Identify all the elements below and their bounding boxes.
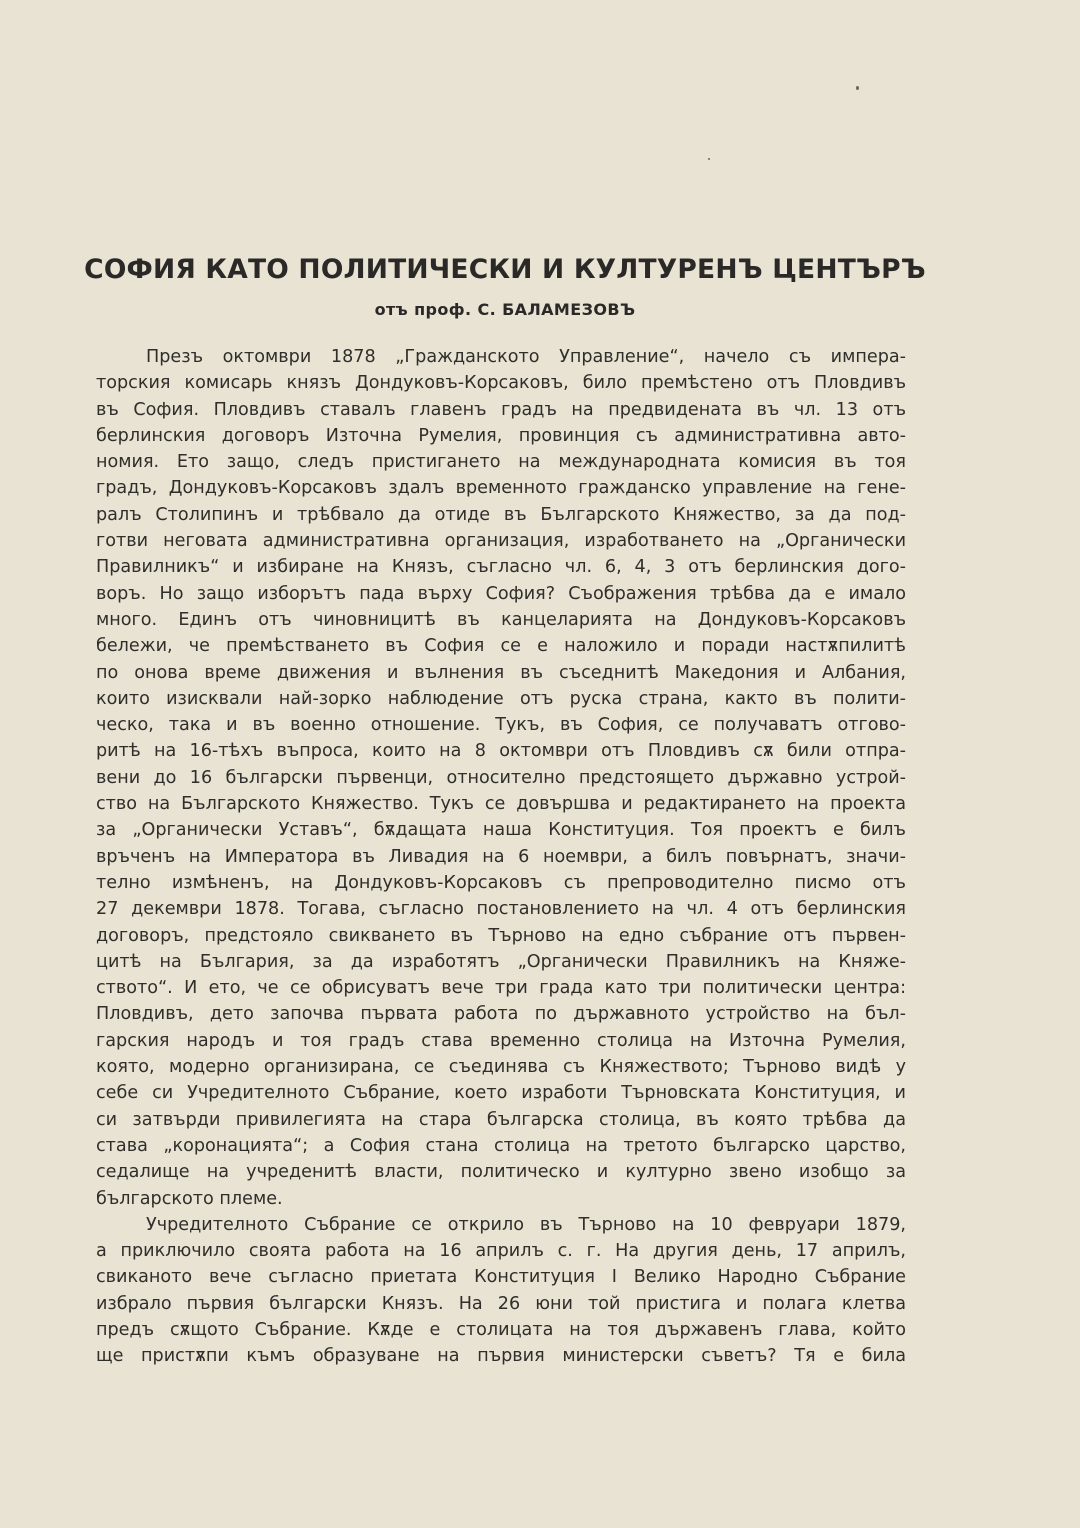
text-line: готви неговата административна организация, изработването на „Органически: [96, 531, 906, 552]
text-line: Правилникъ“ и избиране на Князъ, съгласно чл. 6, 4, 3 отъ берлинския дого-: [96, 557, 906, 578]
text-line: която, модерно организирана, се съединява съ Княжеството; Търново видѣ у: [96, 1057, 906, 1078]
text-line: по онова време движения и вълнения въ съседнитѣ Македония и Албания,: [96, 662, 906, 683]
text-line: Презъ октомври 1878 „Гражданското Управление“, начело съ импера-: [146, 347, 906, 367]
paragraph: [96, 344, 906, 1212]
text-line: вени до 16 български първенци, относително предстоящето държавно устрой-: [96, 767, 906, 788]
text-line: 27 декември 1878. Тогава, съгласно постановлението на чл. 4 отъ берлинския: [96, 899, 906, 920]
paper-speck: [856, 86, 859, 90]
text-line: българското племе.: [96, 1188, 283, 1209]
text-line: за „Органически Уставъ“, бѫдащата наша Конституция. Тоя проектъ е билъ: [96, 820, 906, 841]
text-line: гарския народъ и тоя градъ става временно столица на Източна Румелия,: [96, 1030, 906, 1051]
text-line: берлинския договоръ Източна Румелия, провинция съ административна авто-: [96, 425, 906, 446]
text-line: номия. Ето защо, следъ пристигането на международната комисия въ тоя: [96, 452, 906, 473]
text-line: Учредителното Събрание се открило въ Търново на 10 февруари 1879,: [146, 1214, 906, 1235]
text-line: връченъ на Императора въ Ливадия на 6 ноември, а билъ повърнатъ, значи-: [96, 846, 906, 867]
article-byline: отъ проф. С. БАЛАМЕЗОВЪ: [374, 300, 636, 319]
text-line: а приключило своята работа на 16 априлъ с. г. На другия день, 17 априлъ,: [96, 1241, 906, 1262]
text-line: избрало първия български Князъ. На 26 юни той пристига и полага клетва: [96, 1293, 906, 1314]
text-line: много. Единъ отъ чиновницитѣ въ канцеларията на Дондуковъ-Корсаковъ: [96, 609, 906, 630]
text-line: бележи, че премѣстването въ София се е наложило и поради настѫпилитѣ: [96, 636, 906, 657]
text-line: си затвърди привилегията на стара българска столица, въ която трѣбва да: [96, 1109, 906, 1130]
article-title: СОФИЯ КАТО ПОЛИТИЧЕСКИ И КУЛТУРЕНЪ ЦЕНТЪРЪ: [84, 254, 926, 285]
text-line: които изисквали най-зорко наблюдение отъ руска страна, както въ полити-: [96, 688, 906, 709]
paper-speck: [708, 158, 710, 160]
text-line: ритѣ на 16-тѣхъ въпроса, които на 8 октомври отъ Пловдивъ сѫ били отпра-: [96, 741, 906, 762]
text-line: ство на Българското Княжество. Тукъ се довършва и редактирането на проекта: [96, 794, 906, 815]
text-line: градъ, Дондуковъ-Корсаковъ здалъ временното гражданско управление на гене-: [96, 478, 906, 499]
text-line: ще пристѫпи къмъ образуване на първия министерски съветъ? Тя е била: [96, 1346, 906, 1367]
text-line: седалище на учреденитѣ власти, политическо и културно звено изобщо за: [96, 1162, 906, 1183]
text-line: цитѣ на България, за да изработятъ „Органически Правилникъ на Княже-: [96, 951, 906, 972]
text-line: Пловдивъ, дето започва първата работа по държавното устройство на бъл-: [96, 1004, 906, 1025]
text-line: договоръ, предстояло свикването въ Търново на едно събрание отъ първен-: [96, 925, 906, 946]
paragraph: [96, 1212, 906, 1370]
text-line: предъ сѫщото Събрание. Кѫде е столицата на тоя държавенъ глава, който: [96, 1319, 906, 1340]
text-line: свиканото вече съгласно приетата Конституция I Велико Народно Събрание: [96, 1267, 906, 1288]
text-line: себе си Учредителното Събрание, което изработи Търновската Конституция, и: [96, 1083, 906, 1104]
text-line: въ София. Пловдивъ ставалъ главенъ градъ на предвидената въ чл. 13 отъ: [96, 399, 906, 420]
text-line: ството“. И ето, че се обрисуватъ вече три града като три политически центра:: [96, 978, 906, 999]
text-line: воръ. Но защо изборътъ пада върху София? Съображения трѣбва да е имало: [96, 583, 906, 604]
text-line: телно измѣненъ, на Дондуковъ-Корсаковъ съ препроводително писмо отъ: [96, 872, 906, 893]
text-line: става „коронацията“; а София стана столица на третото българско царство,: [96, 1135, 906, 1156]
text-line: торския комисарь князъ Дондуковъ-Корсаковъ, било премѣстено отъ Пловдивъ: [96, 373, 906, 394]
article-body: [96, 344, 906, 1370]
text-line: ралъ Столипинъ и трѣбвало да отиде въ Българското Княжество, за да под-: [96, 504, 906, 525]
text-line: ческо, така и въ военно отношение. Тукъ, въ София, се получаватъ отгово-: [96, 715, 906, 736]
